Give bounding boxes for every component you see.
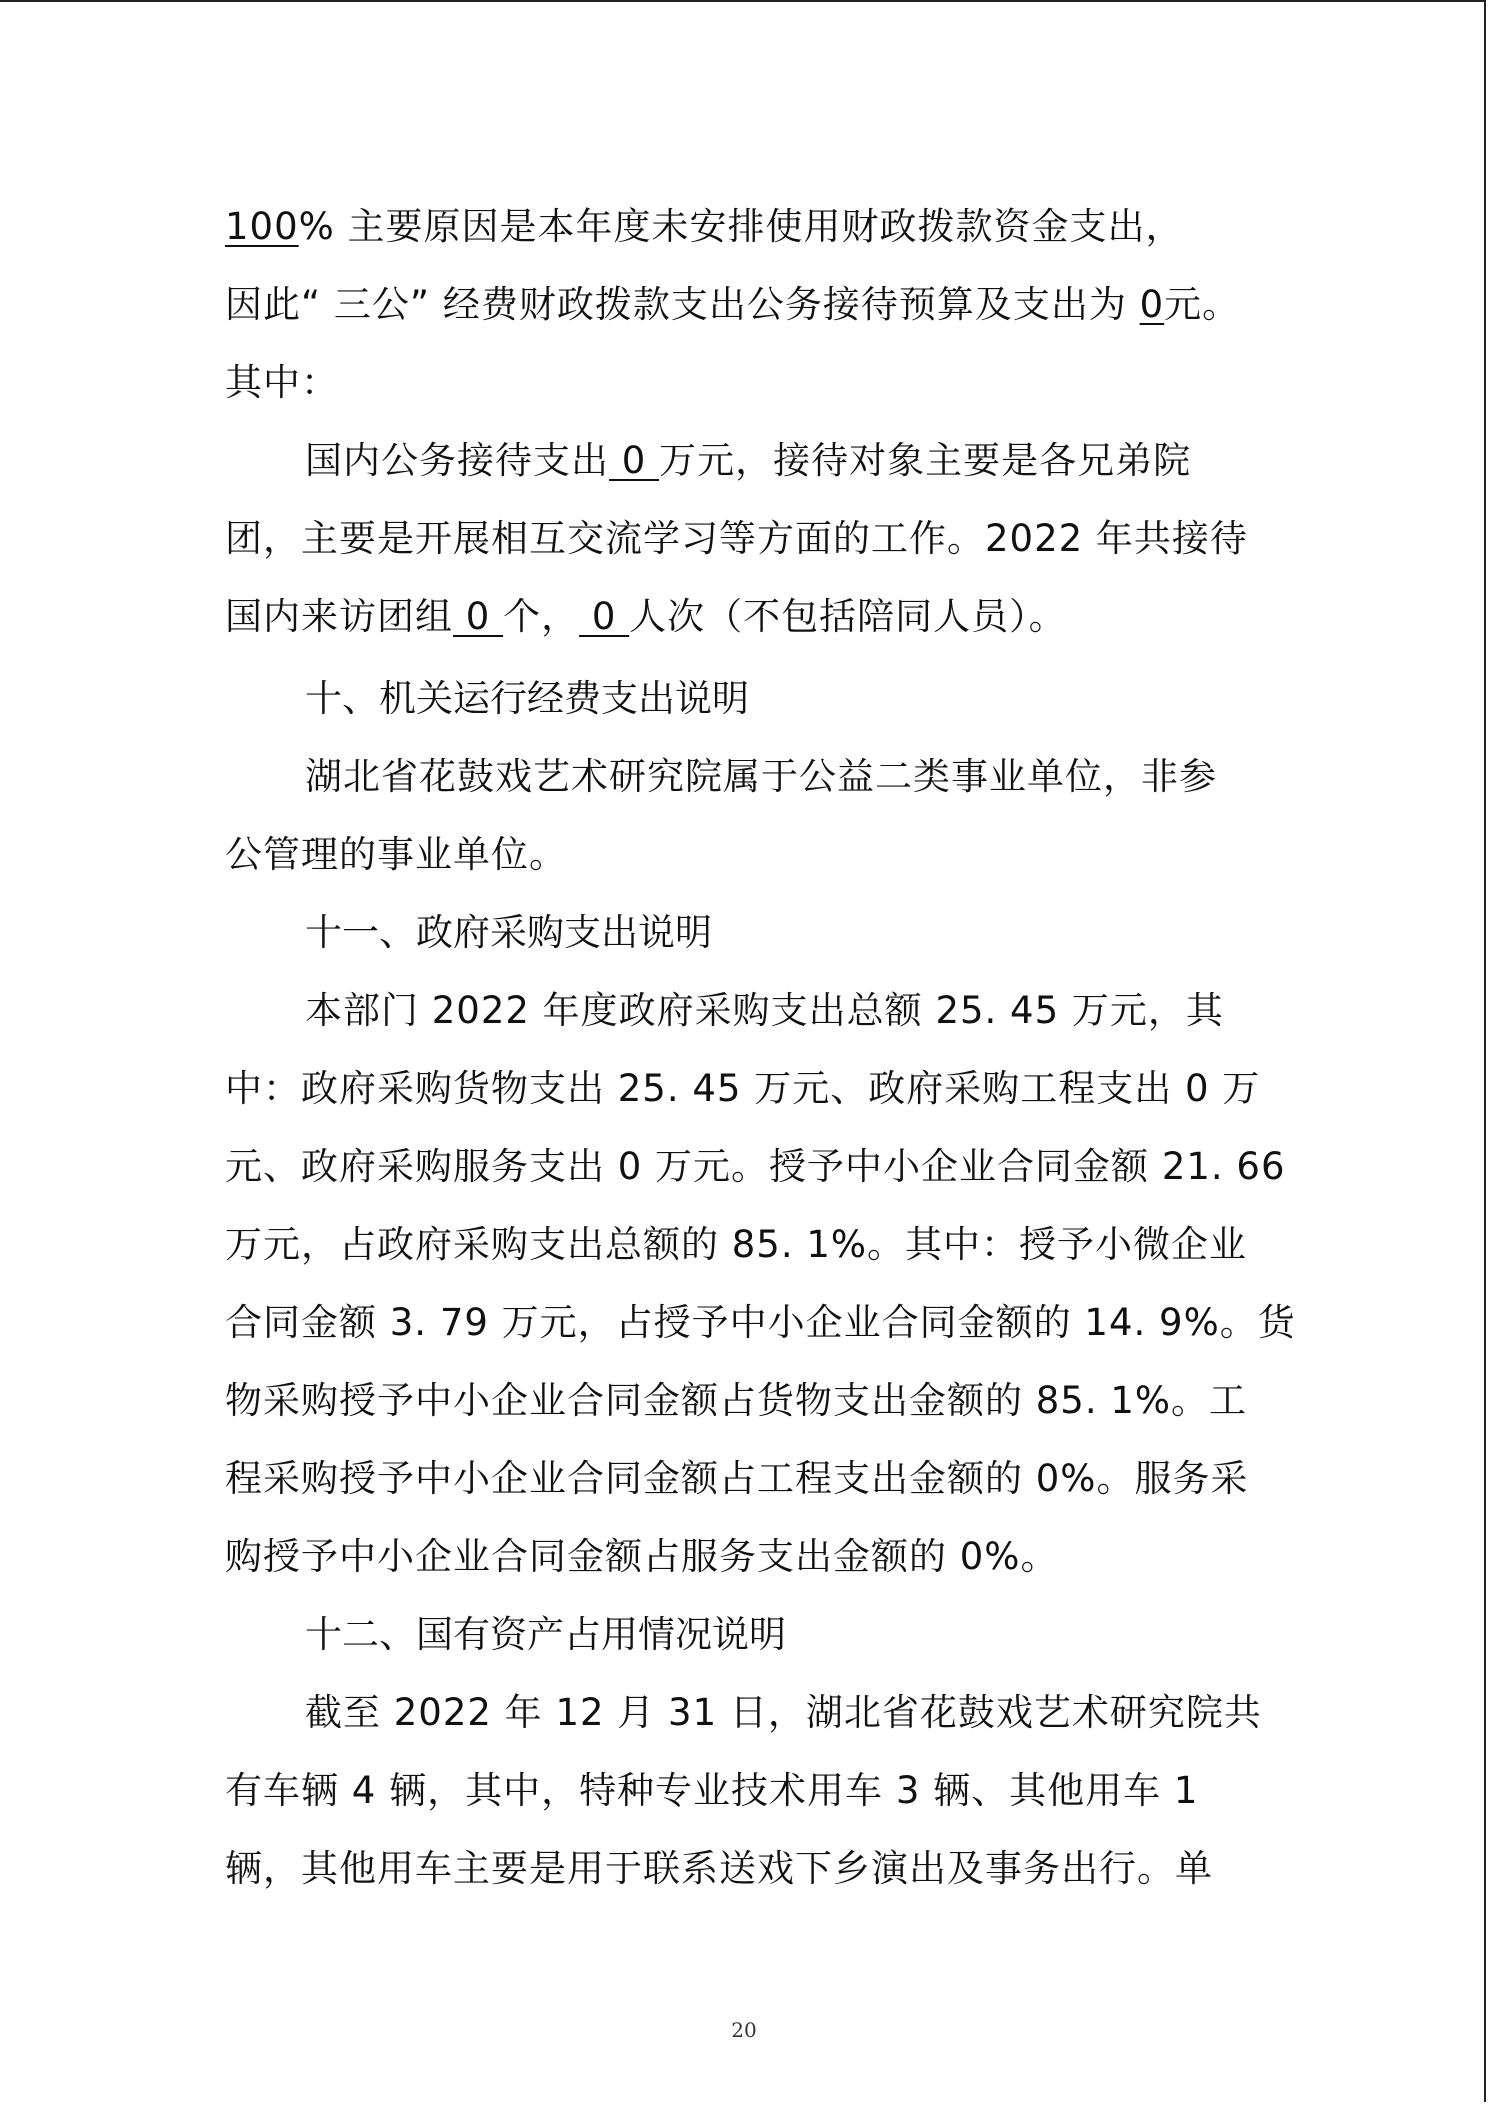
paragraph-operating-expenses xyxy=(225,738,1265,894)
text-span: 万元，接待对象主要是各兄弟院 xyxy=(659,439,1192,482)
text-span: 个， xyxy=(503,595,580,638)
text-line: 物采购授予中小企业合同金额占货物支出金额的 85. 1%。工 xyxy=(225,1379,1248,1422)
text-line: 元、政府采购服务支出 0 万元。授予中小企业合同金额 21. 66 xyxy=(225,1145,1286,1188)
text-span: 国内公务接待支出 xyxy=(305,439,609,482)
section-heading: 十一、政府采购支出说明 xyxy=(305,911,712,954)
text-line: 有车辆 4 辆，其中，特种专业技术用车 3 辆、其他用车 1 xyxy=(225,1769,1199,1812)
text-line: 合同金额 3. 79 万元，占授予中小企业合同金额的 14. 9%。货 xyxy=(225,1301,1296,1344)
text-line: 截至 2022 年 12 月 31 日，湖北省花鼓戏艺术研究院共 xyxy=(305,1691,1262,1734)
text-line xyxy=(225,266,1265,344)
text-span: 元。 xyxy=(1164,283,1241,326)
paragraph-state-assets xyxy=(225,1674,1265,1908)
text-line xyxy=(225,188,1265,266)
text-line xyxy=(225,578,1265,656)
section-heading: 十、机关运行经费支出说明 xyxy=(305,677,749,720)
underlined-value: 100 xyxy=(225,205,299,248)
text-line: 本部门 2022 年度政府采购支出总额 25. 45 万元，其 xyxy=(305,989,1224,1032)
text-span: % 主要原因是本年度未安排使用财政拨款资金支出， xyxy=(298,205,1184,248)
text-line xyxy=(225,422,1265,500)
paragraph-reception-summary xyxy=(225,188,1265,422)
text-line: 公管理的事业单位。 xyxy=(225,833,567,876)
underlined-value: 0 xyxy=(579,595,630,638)
text-line: 辆，其他用车主要是用于联系送戏下乡演出及事务出行。单 xyxy=(225,1847,1213,1890)
text-line: 湖北省花鼓戏艺术研究院属于公益二类事业单位，非参 xyxy=(305,755,1217,798)
text-line: 其中： xyxy=(225,361,339,404)
text-line: 团，主要是开展相互交流学习等方面的工作。2022 年共接待 xyxy=(225,517,1248,560)
document-body xyxy=(225,188,1296,1908)
paragraph-procurement xyxy=(225,972,1296,1596)
underlined-value: 0 xyxy=(453,595,504,638)
text-line: 中：政府采购货物支出 25. 45 万元、政府采购工程支出 0 万 xyxy=(225,1067,1261,1110)
text-line: 万元，占政府采购支出总额的 85. 1%。其中：授予小微企业 xyxy=(225,1223,1248,1266)
underlined-value: 0 xyxy=(609,439,660,482)
text-span: 国内来访团组 xyxy=(225,595,453,638)
text-line: 程采购授予中小企业合同金额占工程支出金额的 0%。服务采 xyxy=(225,1457,1249,1500)
text-line: 购授予中小企业合同金额占服务支出金额的 0%。 xyxy=(225,1535,1059,1578)
page-number: 20 xyxy=(731,2018,757,2042)
underlined-value: 0 xyxy=(1139,283,1165,326)
text-span: 因此“ 三公” 经费财政拨款支出公务接待预算及支出为 xyxy=(225,283,1140,326)
section-heading: 十二、国有资产占用情况说明 xyxy=(305,1613,786,1656)
paragraph-domestic-reception xyxy=(225,422,1265,656)
text-span: 人次（不包括陪同人员）。 xyxy=(629,595,1067,638)
